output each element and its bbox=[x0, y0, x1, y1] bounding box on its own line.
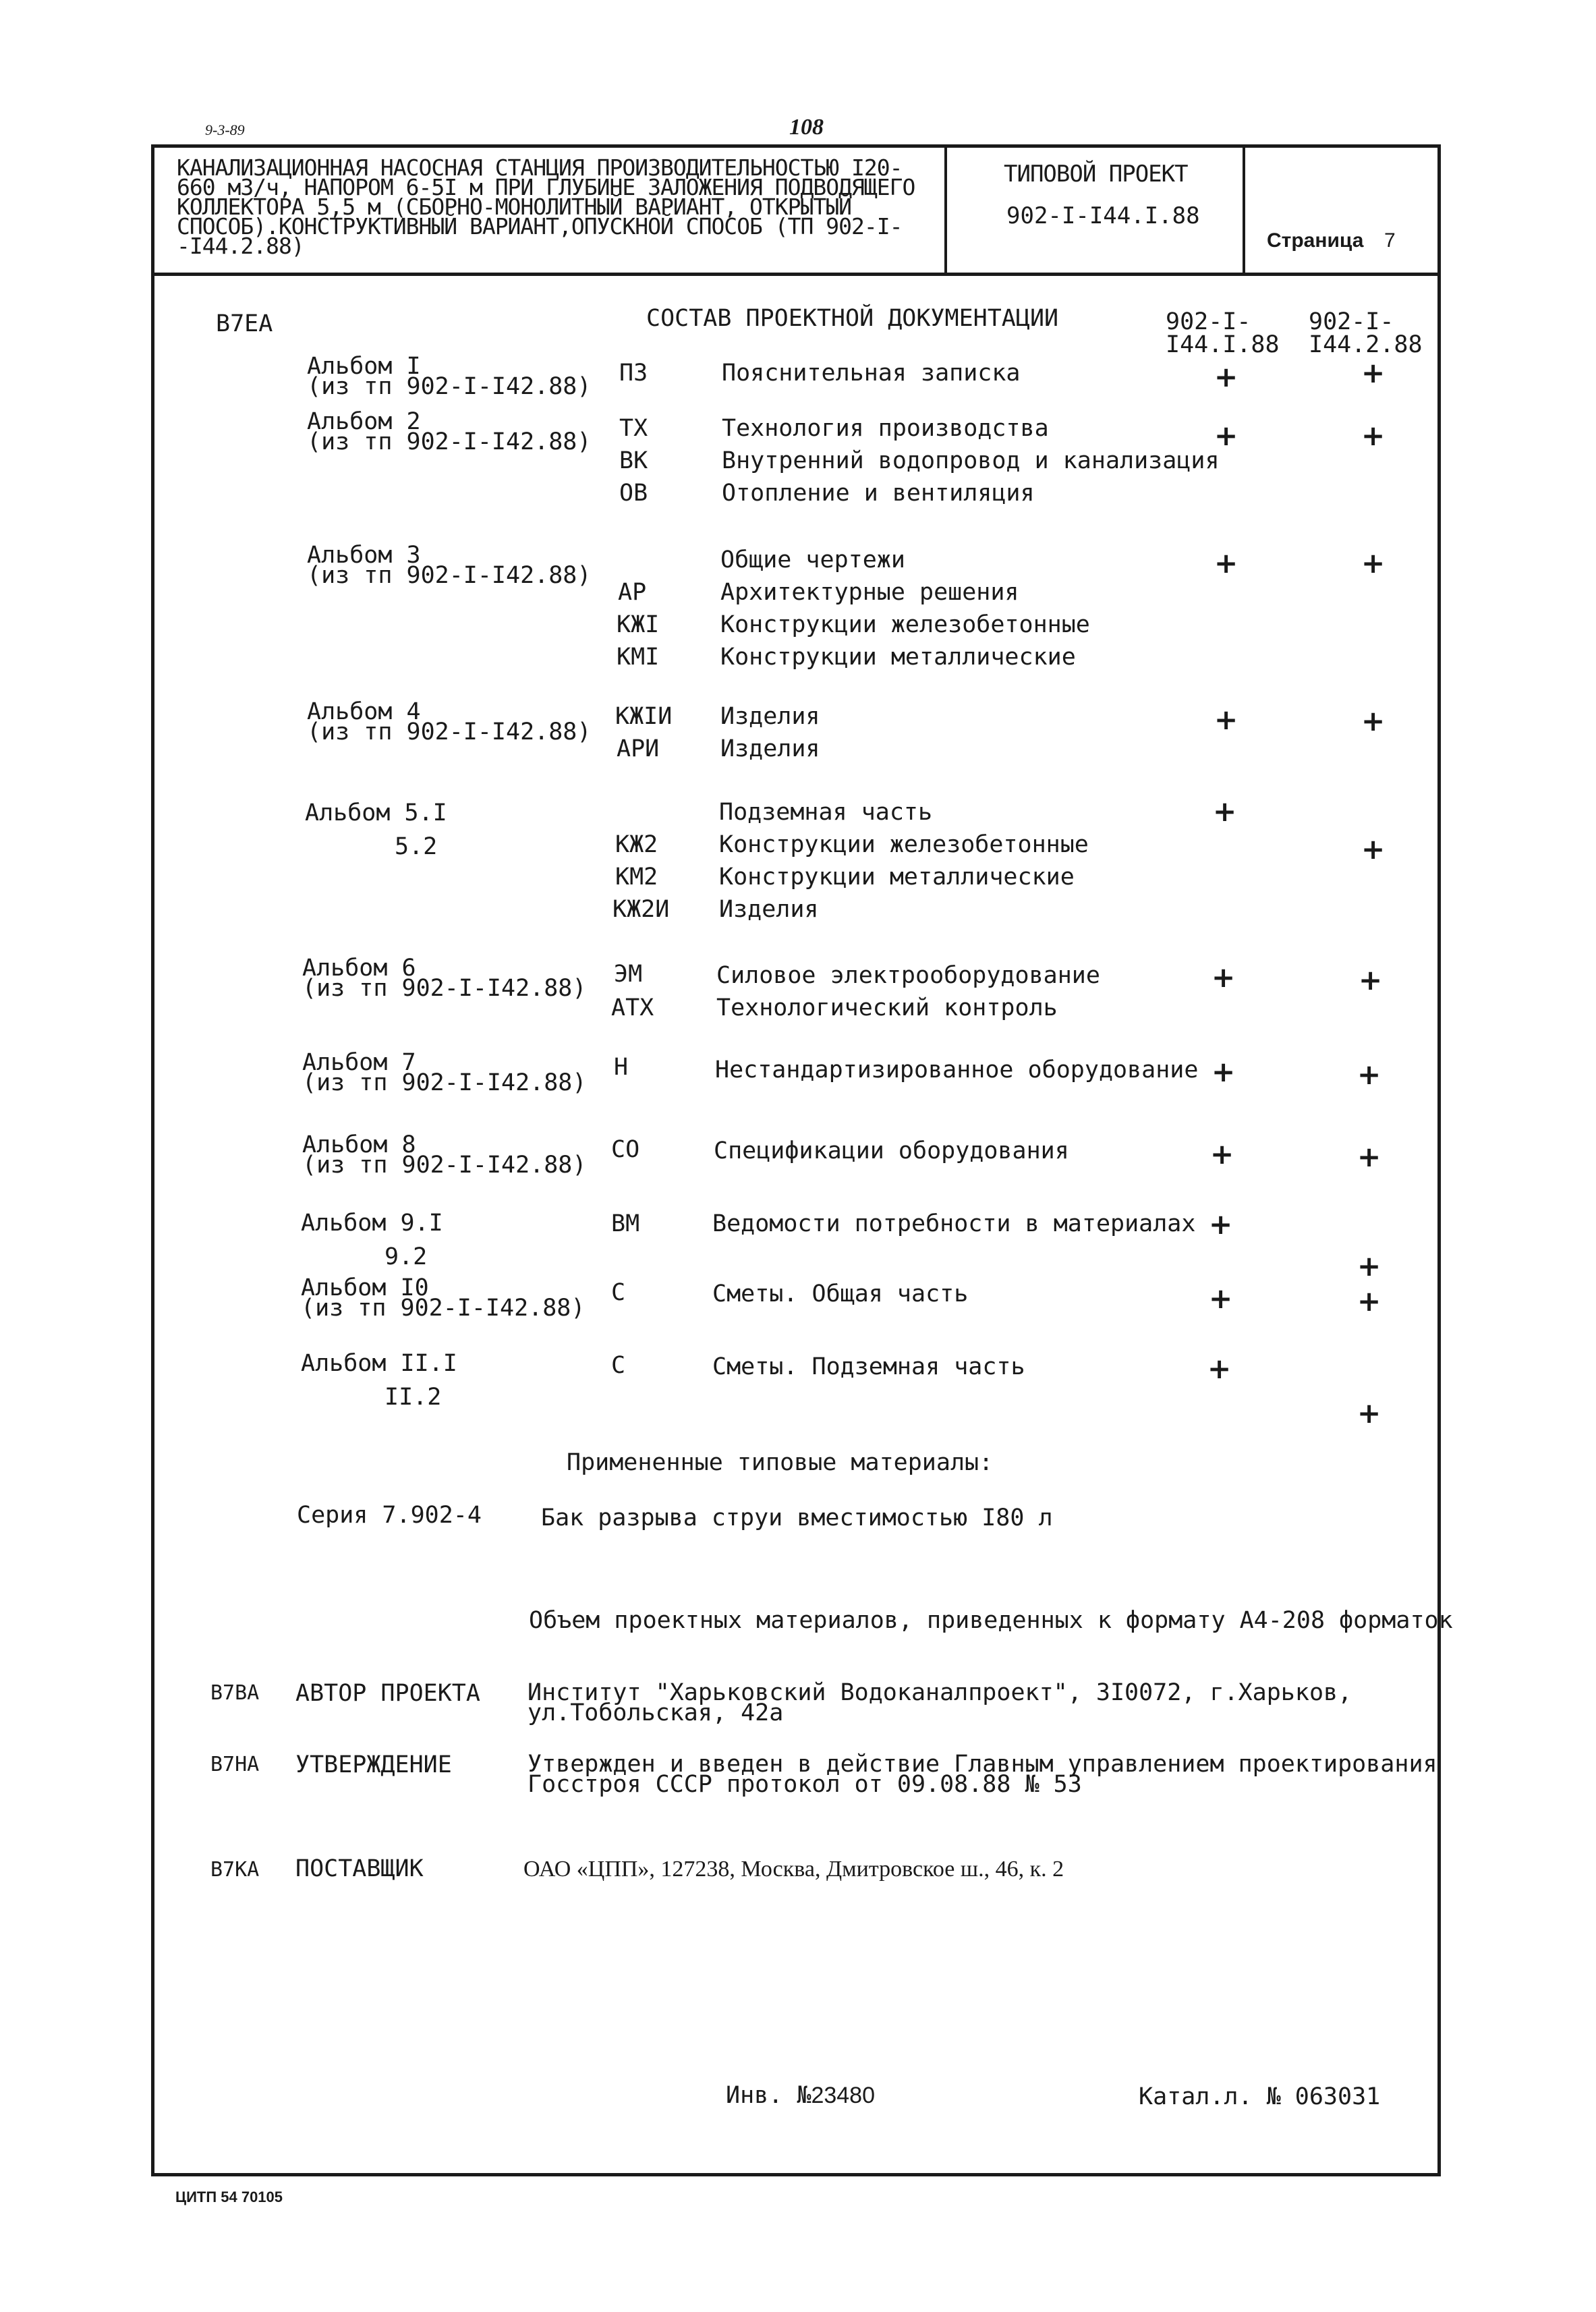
column-header-1-line: I44.I.88 bbox=[1166, 331, 1280, 358]
doc-description: Пояснительная записка bbox=[722, 360, 1021, 387]
plus-mark: + bbox=[1212, 961, 1236, 994]
header-title-line: КОЛЛЕКТОРА 5,5 м (СБОРНО-МОНОЛИТНЫЙ ВАРИАНТ, ОТКРЫТЫЙ bbox=[177, 194, 851, 220]
approval-line: Утвержден и введен в действие Главным управлением проектирования bbox=[528, 1751, 1437, 1778]
doc-code: С bbox=[611, 1352, 626, 1379]
author-code: В7ВА bbox=[210, 1681, 260, 1705]
album-source: (из тп 902-I-I42.88) bbox=[302, 1152, 587, 1179]
doc-code: КМI bbox=[617, 644, 660, 671]
doc-description: Сметы. Общая часть bbox=[712, 1280, 969, 1307]
header-title-line: КАНАЛИЗАЦИОННАЯ НАСОСНАЯ СТАНЦИЯ ПРОИЗВОДИТЕЛЬНОСТЬЮ I20- bbox=[177, 154, 903, 181]
plus-mark: + bbox=[1214, 546, 1238, 580]
doc-code: КМ2 bbox=[615, 864, 658, 891]
doc-description: Технология производства bbox=[722, 415, 1049, 442]
composition-code: В7ЕА bbox=[216, 310, 273, 337]
album-source: (из тп 902-I-I42.88) bbox=[307, 718, 592, 745]
author-line: ул.Тобольская, 42а bbox=[528, 1699, 784, 1726]
applied-series: Серия 7.902-4 bbox=[297, 1502, 482, 1529]
doc-description: Технологический контроль bbox=[716, 994, 1058, 1021]
plus-mark: + bbox=[1212, 1055, 1236, 1088]
doc-description: Силовое электрооборудование bbox=[716, 962, 1100, 989]
album-source: (из тп 902-I-I42.88) bbox=[302, 1069, 587, 1096]
plus-mark: + bbox=[1361, 546, 1386, 580]
plus-mark: + bbox=[1357, 1285, 1381, 1318]
doc-code: КЖIИ bbox=[615, 703, 673, 730]
plus-mark: + bbox=[1359, 963, 1383, 996]
header-divider bbox=[151, 273, 1441, 276]
album-label bbox=[302, 1131, 587, 1179]
header-title-line: 660 м3/ч, НАПОРОМ 6-5I м ПРИ ГЛУБИНЕ ЗАЛОЖЕНИЯ ПОДВОДЯЩЕГО bbox=[177, 174, 915, 200]
album-name: Альбом 6 bbox=[302, 955, 416, 982]
column-header-1 bbox=[1166, 310, 1280, 356]
album-source: 9.2 bbox=[384, 1243, 428, 1270]
plus-mark: + bbox=[1357, 1249, 1381, 1282]
album-source: II.2 bbox=[384, 1384, 442, 1411]
doc-code: ОВ bbox=[619, 480, 648, 507]
approval-label: УТВЕРЖДЕНИЕ bbox=[295, 1751, 452, 1778]
plus-mark: + bbox=[1214, 703, 1238, 736]
approval-code: В7НА bbox=[210, 1753, 260, 1776]
album-name: Альбом 5.I bbox=[305, 799, 447, 826]
album-label bbox=[307, 542, 592, 589]
author-label: АВТОР ПРОЕКТА bbox=[295, 1680, 480, 1707]
doc-code: АР bbox=[618, 579, 647, 606]
album-name: Альбом II.I bbox=[301, 1350, 457, 1377]
doc-description: Ведомости потребности в материалах bbox=[712, 1210, 1196, 1237]
approval-line: Госстроя СССР протокол от 09.08.88 № 53 bbox=[528, 1771, 1082, 1798]
album-source: (из тп 902-I-I42.88) bbox=[307, 373, 592, 400]
doc-code: КЖI bbox=[617, 611, 660, 638]
album-label bbox=[301, 1206, 443, 1274]
doc-description: Конструкции металлические bbox=[719, 864, 1075, 891]
album-source: (из тп 902-I-I42.88) bbox=[307, 428, 592, 455]
inventory-value: 23480 bbox=[811, 2083, 875, 2108]
applied-materials-title: Примененные типовые материалы: bbox=[567, 1449, 994, 1476]
album-label bbox=[307, 698, 592, 745]
album-label bbox=[301, 1274, 586, 1322]
album-label bbox=[302, 1049, 587, 1096]
album-label bbox=[301, 1347, 457, 1414]
bottom-code: ЦИТП 54 70105 bbox=[175, 2189, 283, 2205]
album-label bbox=[307, 353, 592, 400]
plus-mark: + bbox=[1361, 419, 1386, 452]
album-label bbox=[307, 408, 592, 455]
column-header-2-line: I44.2.88 bbox=[1309, 331, 1423, 358]
plus-mark: + bbox=[1361, 833, 1386, 866]
doc-code: КЖ2 bbox=[615, 831, 658, 858]
doc-code: АРИ bbox=[617, 735, 660, 762]
page-number: 108 bbox=[789, 115, 824, 140]
plus-mark: + bbox=[1214, 419, 1238, 452]
volume-note: Объем проектных материалов, приведенных к формату А4-208 форматок bbox=[529, 1607, 1453, 1634]
doc-description: Общие чертежи bbox=[720, 546, 905, 573]
doc-code: Н bbox=[614, 1054, 629, 1081]
plus-mark: + bbox=[1209, 1208, 1233, 1241]
plus-mark: + bbox=[1210, 1137, 1234, 1171]
doc-description: Конструкции железобетонные bbox=[719, 831, 1089, 858]
plus-mark: + bbox=[1207, 1352, 1232, 1385]
page-value: 7 bbox=[1384, 229, 1396, 252]
doc-description: Изделия bbox=[720, 703, 820, 730]
header-title-line: СПОСОБ).КОНСТРУКТИВНЫЙ ВАРИАНТ,ОПУСКНОЙ СПОСОБ (ТП 902-I- bbox=[177, 213, 903, 239]
page-label: Страница bbox=[1267, 229, 1364, 252]
album-source: (из тп 902-I-I42.88) bbox=[301, 1295, 586, 1322]
doc-code: С bbox=[611, 1279, 626, 1306]
catalog-number: Катал.л. № 063031 bbox=[1139, 2083, 1381, 2110]
header-separator-1 bbox=[944, 144, 947, 276]
album-source: (из тп 902-I-I42.88) bbox=[307, 562, 592, 589]
doc-code: СО bbox=[611, 1136, 640, 1163]
doc-code: АТХ bbox=[611, 994, 654, 1021]
project-type-label: ТИПОВОЙ ПРОЕКТ bbox=[1004, 161, 1188, 188]
plus-mark: + bbox=[1357, 1140, 1381, 1173]
date-code: 9-3-89 bbox=[205, 121, 245, 138]
column-header-1-line: 902-I- bbox=[1166, 308, 1251, 335]
doc-description: Изделия bbox=[720, 735, 820, 762]
doc-description: Нестандартизированное оборудование bbox=[715, 1056, 1199, 1083]
doc-description: Изделия bbox=[719, 896, 819, 923]
doc-code: ЭМ bbox=[614, 961, 643, 988]
album-name: Альбом 7 bbox=[302, 1049, 416, 1076]
doc-description: Архитектурные решения bbox=[720, 579, 1019, 606]
album-label bbox=[305, 796, 447, 864]
doc-code: ПЗ bbox=[619, 360, 648, 387]
album-source: (из тп 902-I-I42.88) bbox=[302, 975, 587, 1002]
album-name: Альбом 3 bbox=[307, 542, 421, 569]
doc-description: Внутренний водопровод и канализация bbox=[722, 447, 1220, 474]
inventory-number bbox=[726, 2082, 875, 2109]
plus-mark: + bbox=[1361, 704, 1386, 737]
doc-code: ВК bbox=[619, 447, 648, 474]
doc-description: Спецификации оборудования bbox=[714, 1137, 1069, 1164]
supplier-label: ПОСТАВЩИК bbox=[295, 1855, 424, 1882]
doc-code: ВМ bbox=[611, 1210, 640, 1237]
column-header-2 bbox=[1309, 310, 1423, 356]
doc-description: Отопление и вентиляция bbox=[722, 480, 1035, 507]
doc-description: Сметы. Подземная часть bbox=[712, 1353, 1025, 1380]
album-name: Альбом I0 bbox=[301, 1274, 429, 1301]
author-line: Институт "Харьковский Водоканалпроект", 3I0072, г.Харьков, bbox=[528, 1679, 1352, 1706]
album-name: Альбом 4 bbox=[307, 698, 421, 725]
inventory-label: Инв. № bbox=[726, 2082, 811, 2109]
doc-description: Конструкции металлические bbox=[720, 644, 1076, 671]
album-name: Альбом I bbox=[307, 353, 421, 380]
column-header-2-line: 902-I- bbox=[1309, 308, 1394, 335]
author-text bbox=[528, 1679, 1352, 1726]
plus-mark: + bbox=[1361, 356, 1386, 389]
doc-code: КЖ2И bbox=[612, 896, 670, 923]
header-title bbox=[177, 154, 915, 259]
supplier-text: ОАО «ЦПП», 127238, Москва, Дмитровское ш., 46, к. 2 bbox=[523, 1857, 1064, 1882]
approval-text bbox=[528, 1751, 1437, 1798]
album-name: Альбом 8 bbox=[302, 1131, 416, 1158]
header-separator-2 bbox=[1243, 144, 1245, 276]
supplier-code: В7КА bbox=[210, 1858, 260, 1882]
doc-description: Подземная часть bbox=[719, 799, 933, 826]
album-name: Альбом 2 bbox=[307, 408, 421, 435]
composition-title: СОСТАВ ПРОЕКТНОЙ ДОКУМЕНТАЦИИ bbox=[646, 305, 1059, 332]
album-source: 5.2 bbox=[395, 833, 438, 860]
doc-description: Конструкции железобетонные bbox=[720, 611, 1090, 638]
plus-mark: + bbox=[1357, 1058, 1381, 1091]
album-name: Альбом 9.I bbox=[301, 1210, 443, 1237]
applied-item: Бак разрыва струи вместимостью I80 л bbox=[541, 1504, 1053, 1531]
album-label bbox=[302, 955, 587, 1002]
plus-mark: + bbox=[1357, 1397, 1381, 1430]
header-title-line: -I44.2.88) bbox=[177, 233, 304, 259]
plus-mark: + bbox=[1214, 360, 1238, 393]
project-code: 902-I-I44.I.88 bbox=[1006, 202, 1200, 229]
plus-mark: + bbox=[1209, 1282, 1233, 1315]
doc-code: ТХ bbox=[619, 415, 648, 442]
plus-mark: + bbox=[1213, 795, 1237, 828]
